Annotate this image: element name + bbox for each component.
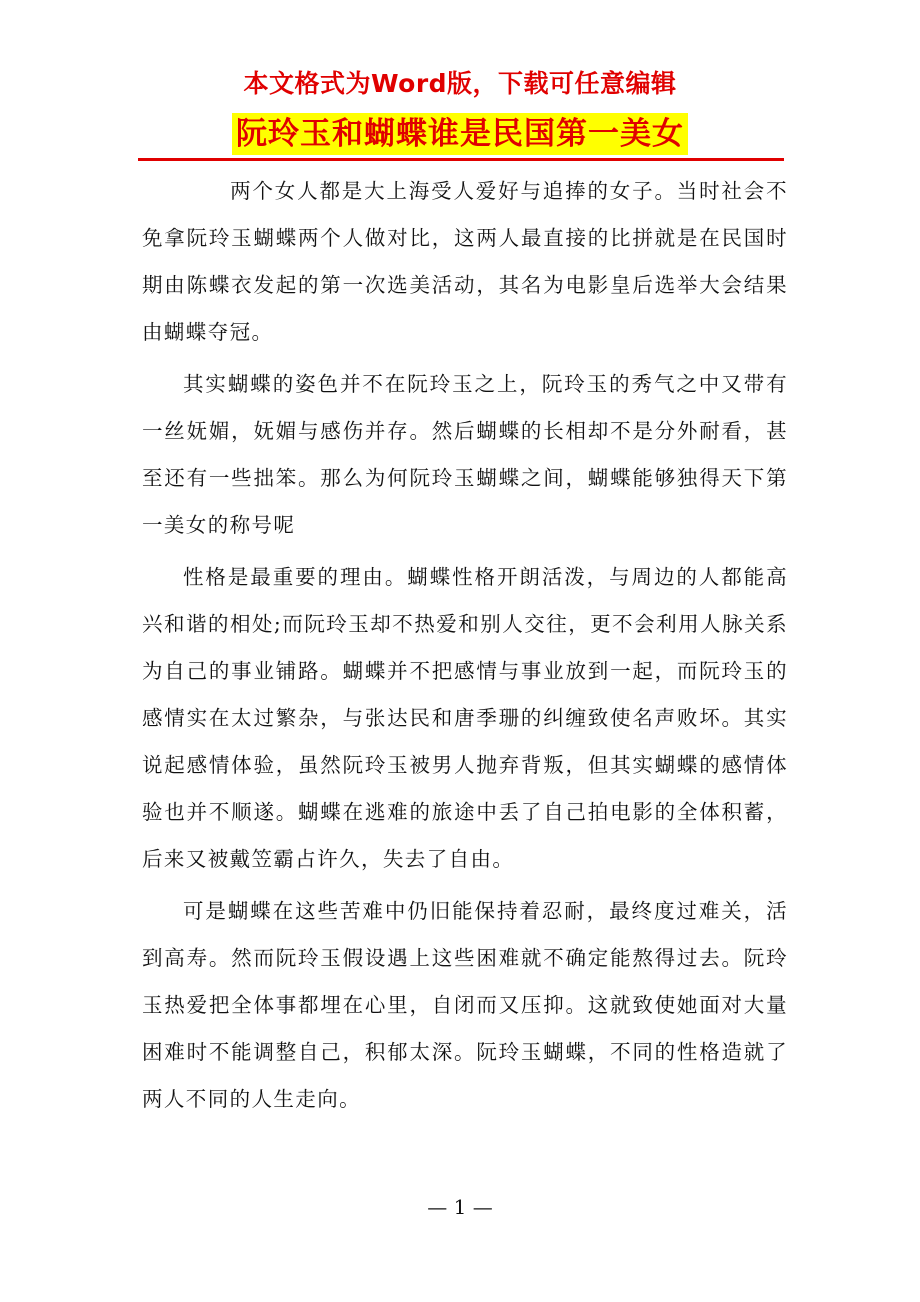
paragraph-3: 性格是最重要的理由。蝴蝶性格开朗活泼，与周边的人都能高兴和谐的相处;而阮玲玉却不热爱和别人交往，更不会利用人脉关系为自己的事业铺路。蝴蝶并不把感情与事业放到一起，而阮玲玉的感情实在太过繁杂，与张达民和唐季珊的纠缠致使名声败坏。其实说起感情体验，虽然阮玲玉被男人抛弃背叛，但其实蝴蝶的感情体验也并不顺遂。蝴蝶在逃难的旅途中丢了自己拍电影的全体积蓄，后来又被戴笠霸占许久，失去了自由。 [142, 565, 788, 871]
format-notice: 本文格式为Word版，下载可任意编辑 [243, 69, 677, 98]
paragraph-4: 可是蝴蝶在这些苦难中仍旧能保持着忍耐，最终度过难关，活到高寿。然而阮玲玉假设遇上这些困难就不确定能熬得过去。阮玲玉热爱把全体事都埋在心里，自闭而又压抑。这就致使她面对大量困难时不能调整自己，积郁太深。阮玲玉蝴蝶，不同的性格造就了两人不同的人生走向。 [142, 899, 788, 1111]
title-divider [138, 158, 784, 161]
page-number: — 1 — [427, 1195, 493, 1219]
paragraph-1: 两个女人都是大上海受人爱好与追捧的女子。当时社会不免拿阮玲玉蝴蝶两个人做对比，这两人最直接的比拼就是在民国时期由陈蝶衣发起的第一次选美活动，其名为电影皇后选举大会结果由蝴蝶夺冠。 [142, 179, 788, 344]
document-title: 阮玲玉和蝴蝶谁是民国第一美女 [232, 113, 688, 155]
paragraph-2: 其实蝴蝶的姿色并不在阮玲玉之上，阮玲玉的秀气之中又带有一丝妩媚，妩媚与感伤并存。然后蝴蝶的长相却不是分外耐看，甚至还有一些拙笨。那么为何阮玲玉蝴蝶之间，蝴蝶能够独得天下第一美女的称号呢 [142, 372, 788, 537]
title-container [0, 113, 920, 155]
article-body [142, 168, 788, 1128]
